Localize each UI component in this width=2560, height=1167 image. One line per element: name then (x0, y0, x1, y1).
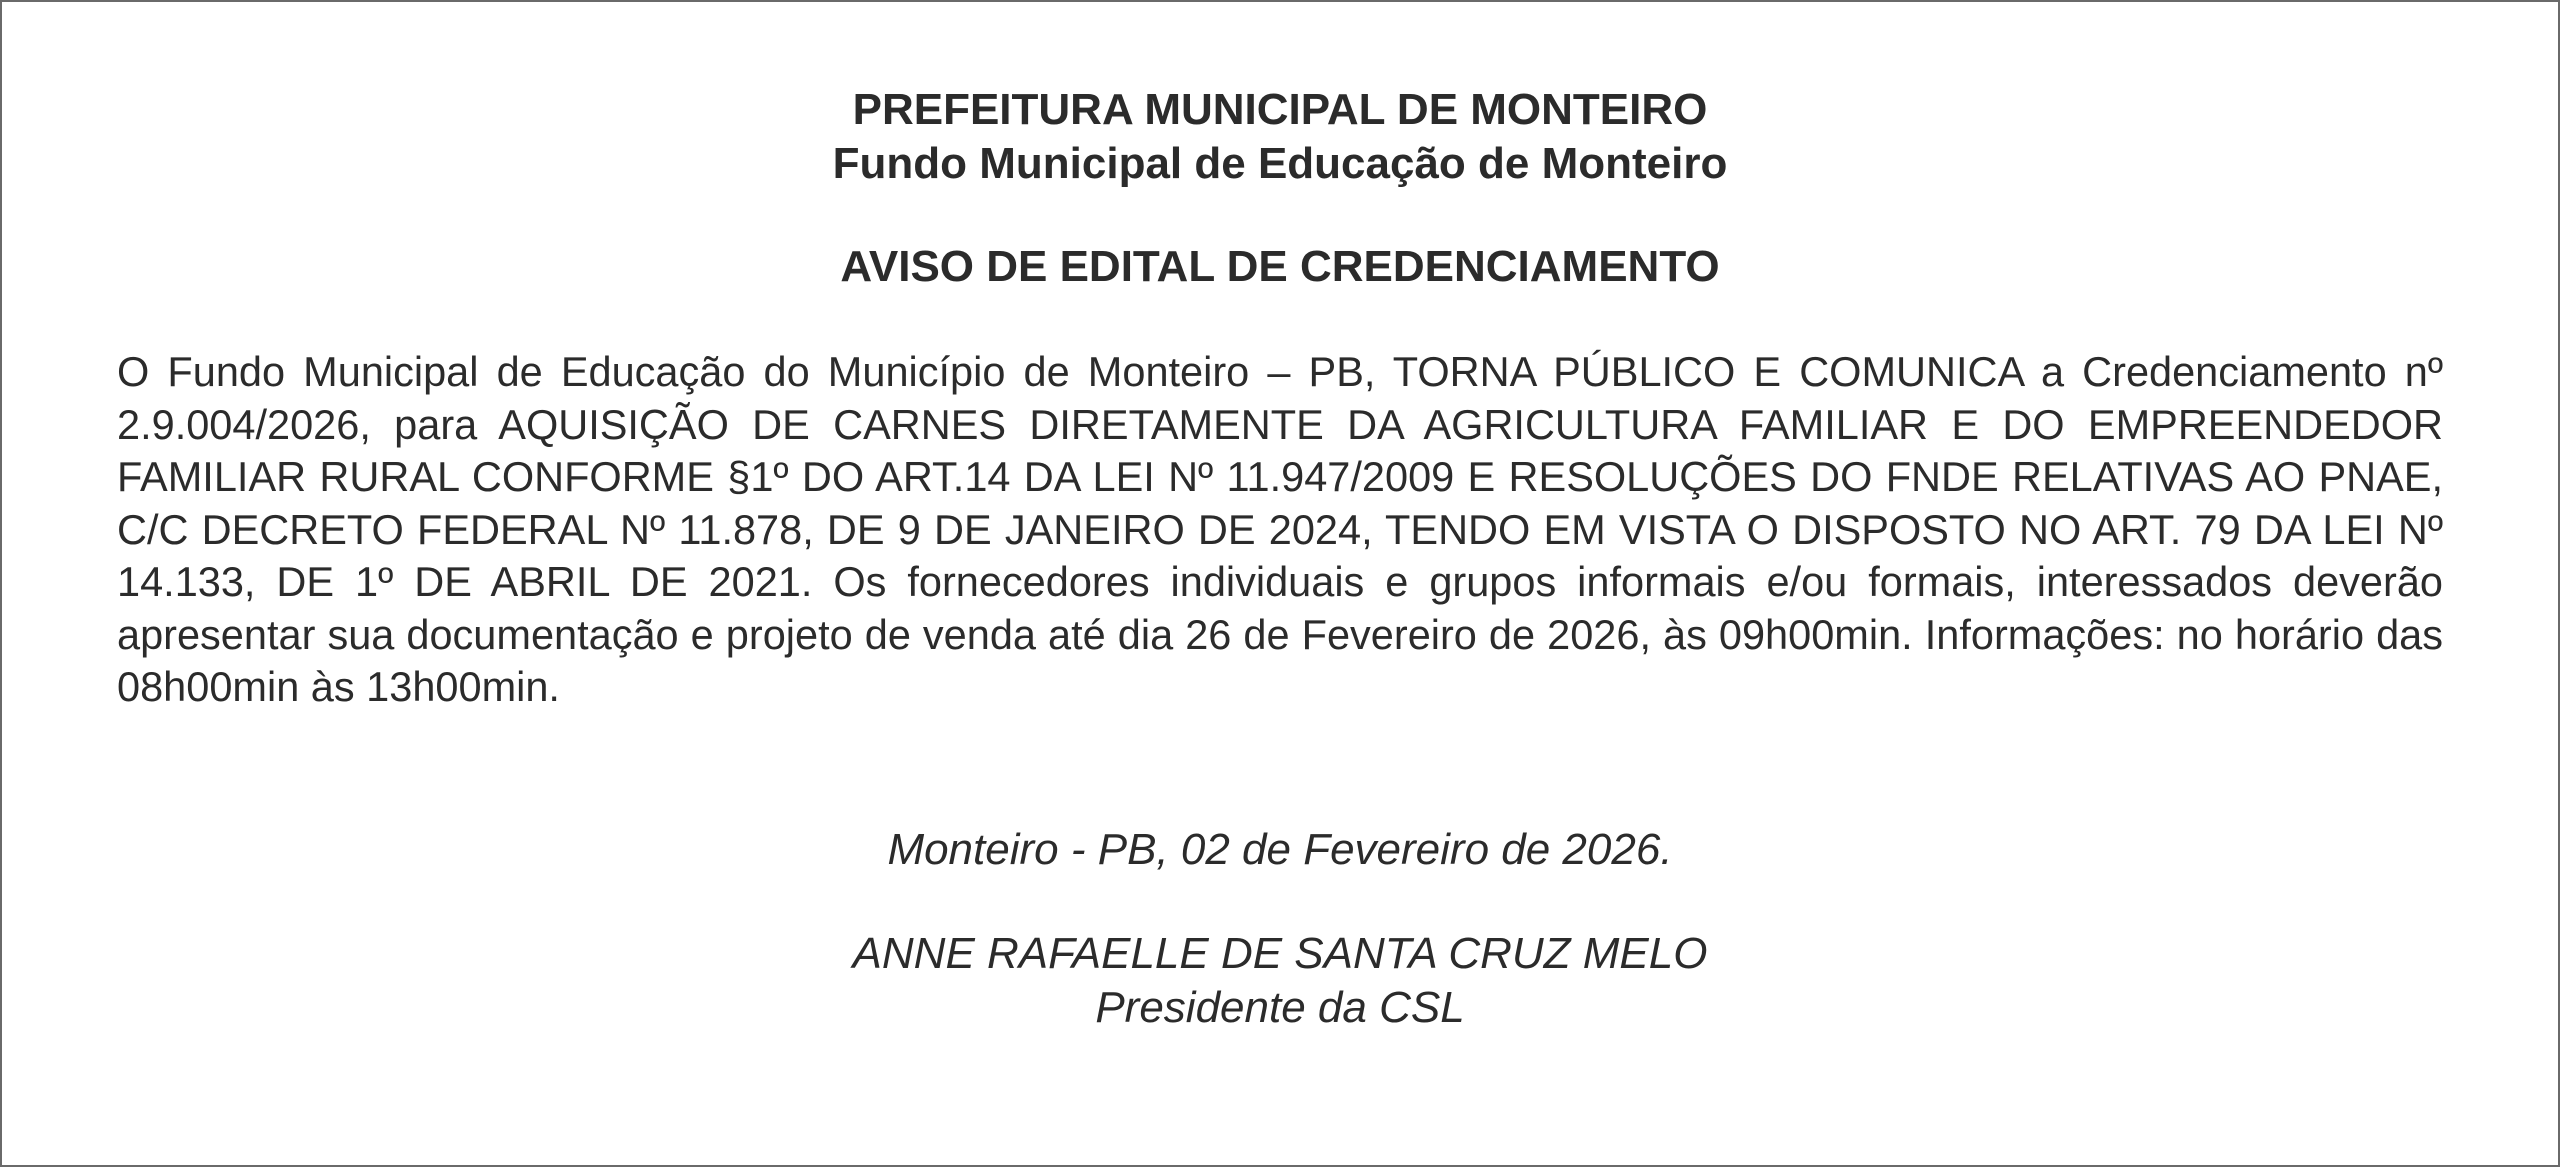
organization-title: PREFEITURA MUNICIPAL DE MONTEIRO (852, 85, 1708, 134)
department-subtitle: Fundo Municipal de Educação de Monteiro (832, 139, 1728, 188)
notice-body: O Fundo Municipal de Educação do Município de Monteiro – PB, TORNA PÚBLICO E COMUNICA a Credenciamento nº 2.9.004/2026, para AQUISIÇÃO DE CARNES DIRETAMENTE DA AGRICULTURA FAMILIAR E DO EMPREENDEDOR FAMILIAR RURAL CONFORME §1º DO ART.14 DA LEI Nº 11.947/2009 E RESOLUÇÕES DO FNDE RELATIVAS AO PNAE, C/C DECRETO FEDERAL Nº 11.878, DE 9 DE JANEIRO DE 2024, TENDO EM VISTA O DISPOSTO NO ART. 79 DA LEI Nº 14.133, DE 1º DE ABRIL DE 2021. Os fornecedores individuais e grupos informais e/ou formais, interessados deverão apresentar sua documentação e projeto de venda até dia 26 de Fevereiro de 2026, às 09h00min. Informações: no horário das 08h00min às 13h00min. (117, 348, 2443, 710)
place-date: Monteiro - PB, 02 de Fevereiro de 2026. (887, 825, 1673, 874)
signer-role: Presidente da CSL (1095, 983, 1465, 1032)
notice-title: AVISO DE EDITAL DE CREDENCIAMENTO (840, 242, 1720, 291)
signer-name: ANNE RAFAELLE DE SANTA CRUZ MELO (852, 929, 1708, 978)
